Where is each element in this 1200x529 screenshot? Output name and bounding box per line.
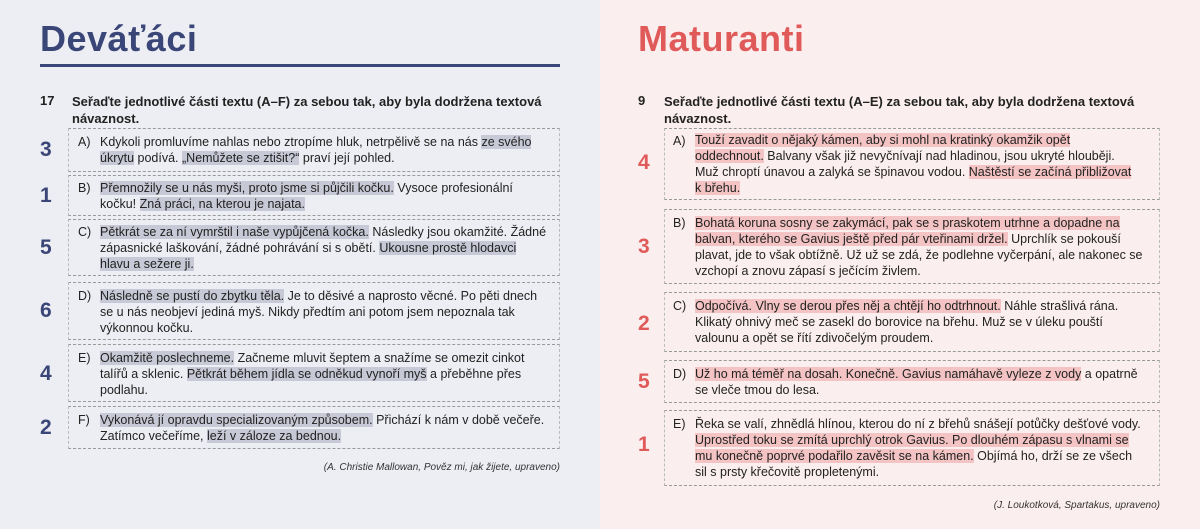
- left-letter-c: C): [78, 225, 92, 239]
- left-letter-f: F): [78, 413, 90, 427]
- left-item-a-text: Kdykoli promluvíme nahlas nebo ztropíme hluk, netrpělivě se na nás ze svého úkrytu podívá. „Nemůžete se ztišit?“ praví její pohled.: [100, 135, 532, 165]
- left-rank-c: 5: [40, 236, 52, 259]
- right-letter-e: E): [673, 417, 686, 431]
- right-letter-d: D): [673, 367, 687, 381]
- left-rank-f: 2: [40, 416, 52, 439]
- right-item-a-text: Touží zavadit o nějaký kámen, aby si mohl na kratinký okamžik opět oddechnout. Balvany však již nevyčnívají nad hladinou, jsou ukryté hlouběji. Muž chroptí únavou a zalyká se špinavou vodou. Naštěstí se začíná přibližovat k břehu.: [695, 133, 1132, 195]
- right-letter-b: B): [673, 216, 686, 230]
- right-item-d-text: Už ho má téměř na dosah. Konečně. Gavius namáhavě vyleze z vody a opatrně se vleče tmou do lesa.: [695, 367, 1138, 397]
- left-item-b-text: Přemnožily se u nás myši, proto jsme si půjčili kočku. Vysoce profesionální kočku! Zná práci, na kterou je najata.: [100, 181, 513, 211]
- left-question-number: 17: [40, 93, 55, 108]
- left-letter-e: E): [78, 351, 91, 365]
- left-title-rule: [40, 64, 560, 67]
- right-letter-a: A): [673, 134, 686, 148]
- left-item-c-text: Pětkrát se za ní vymrštil i naše vypůjčená kočka. Následky jsou okamžité. Žádné zápasnické laškování, žádné pohrávání si s obětí. Ukousne prostě hlodavci hlavu a sežere ji.: [100, 225, 547, 271]
- right-rank-c: 2: [638, 312, 650, 335]
- right-item-c-text: Odpočívá. Vlny se derou přes něj a chtějí ho odtrhnout. Náhle strašlivá rána. Klikatý ohnivý meč se zasekl do borovice na břehu. Muž se v úleku pouští valounu a opět se řítí zdivočelým proudem.: [695, 299, 1119, 345]
- right-item-e-text: Řeka se valí, zhnědlá hlínou, kterou do ní z břehů snášejí potůčky dešťové vody. Uprostřed toku se zmítá uprchlý otrok Gavius. Po dlouhém zápasu s vlnami se mu konečně poprvé podařilo zavěsit se na kámen. Objímá ho, drží se ze všech sil s prsty křečovitě propletenými.: [695, 417, 1141, 479]
- right-question-number: 9: [638, 93, 646, 108]
- right-panel: [600, 0, 1200, 529]
- right-rank-a: 4: [638, 151, 650, 174]
- left-title: Deváťáci: [40, 18, 198, 59]
- left-rank-e: 4: [40, 362, 52, 385]
- right-citation: (J. Loukotková, Spartakus, upraveno): [993, 500, 1160, 511]
- left-letter-b: B): [78, 181, 91, 195]
- right-title: Maturanti: [638, 18, 805, 59]
- left-item-f-text: Vykonává jí opravdu specializovaným způsobem. Přichází k nám v době večeře. Zatímco večeříme, leží v záloze za bednou.: [100, 413, 545, 443]
- left-letter-a: A): [78, 135, 91, 149]
- left-question-text: Seřaďte jednotlivé části textu (A–F) za sebou tak, aby byla dodržena textová návaznost.: [72, 94, 542, 126]
- left-rank-b: 1: [40, 184, 52, 207]
- left-letter-d: D): [78, 289, 92, 303]
- right-rank-e: 1: [638, 433, 650, 456]
- right-rank-b: 3: [638, 235, 650, 258]
- left-rank-d: 6: [40, 299, 52, 322]
- left-citation: (A. Christie Mallowan, Pověz mi, jak žijete, upraveno): [323, 462, 560, 473]
- left-rank-a: 3: [40, 138, 52, 161]
- right-question-text: Seřaďte jednotlivé části textu (A–E) za sebou tak, aby byla dodržena textová návaznost.: [664, 94, 1135, 126]
- right-letter-c: C): [673, 299, 687, 313]
- right-rank-d: 5: [638, 370, 650, 393]
- left-item-d-text: Následně se pustí do zbytku těla. Je to děsivé a naprosto věcné. Po pěti dnech se u nás neobjeví jediná myš. Nikdy předtím ani potom jsem nepoznala tak výkonnou kočku.: [100, 289, 538, 335]
- left-item-e-text: Okamžitě poslechneme. Začneme mluvit šeptem a snažíme se omezit cinkot talířů a sklenic. Pětkrát během jídla se odněkud vynoří myš a přeběhne přes podlahu.: [100, 351, 525, 397]
- right-item-b-text: Bohatá koruna sosny se zakymácí, pak se s praskotem utrhne a dopadne na balvan, kterého se Gavius ještě před pár vteřinami držel. Uprchlík se pokouší plavat, jde to však obtížně. Už už se zdá, že podlehne vyčerpání, ale nakonec se vzchopí a znovu zápasí s ječícím živlem.: [695, 216, 1143, 278]
